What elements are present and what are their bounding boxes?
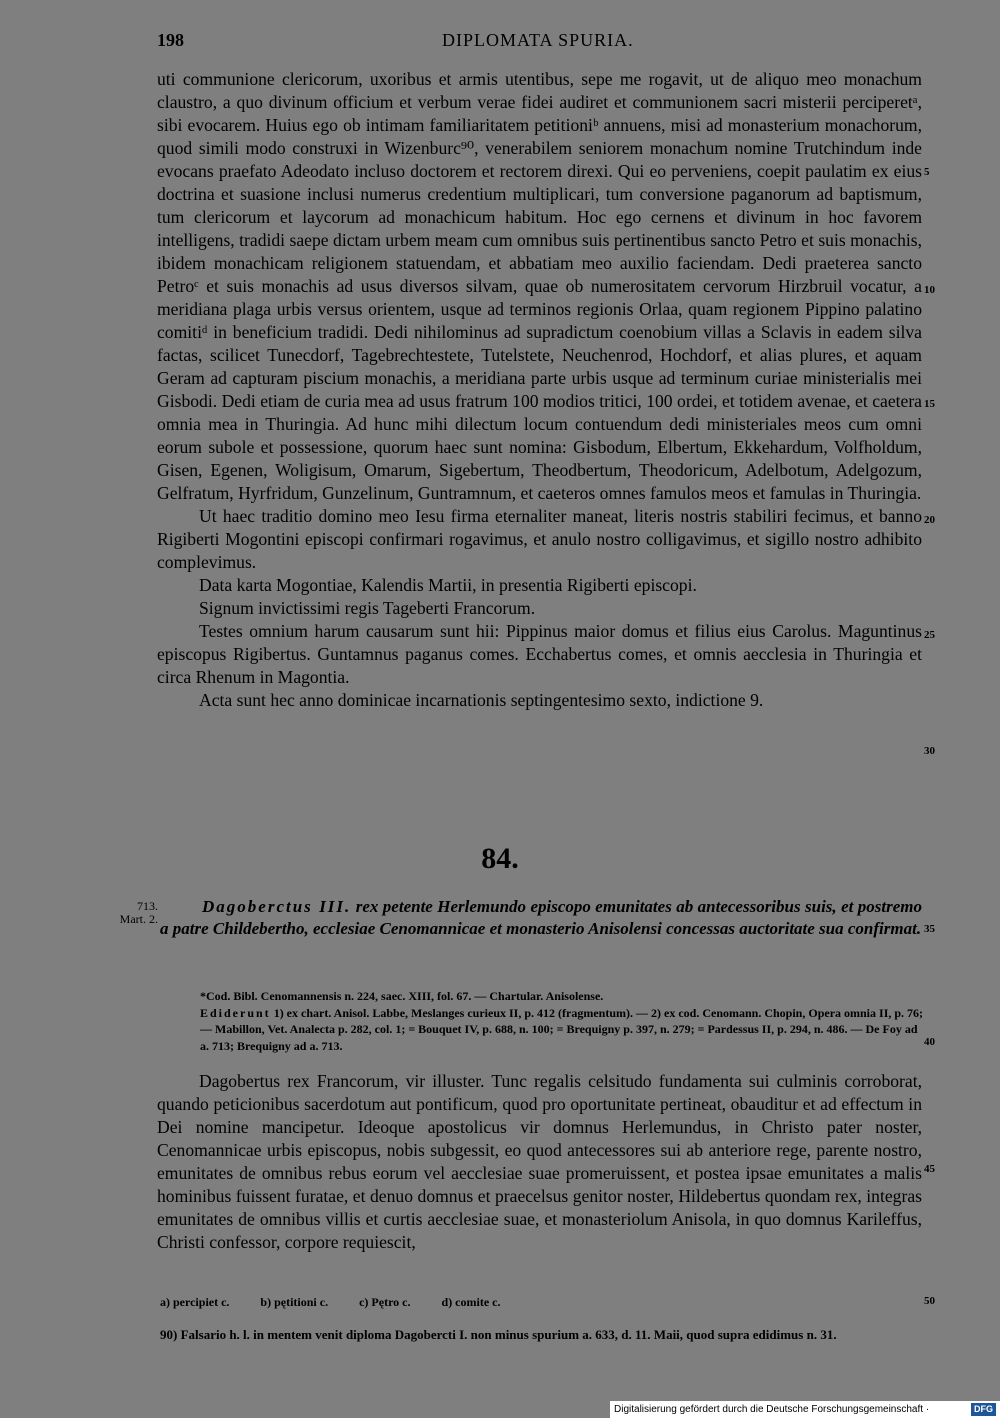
paragraph: Testes omnium harum causarum sunt hii: Pippinus maior domus et filius eius Carolus. Maguntinus episcopus Rigibertus. Guntamnus paganus comes. Ecchabertus comes, et omnis aecclesia in Thuringia et circa Rhenum in Magontia. (157, 621, 922, 687)
line-number: 20 (924, 514, 935, 526)
footnote: a) percipiet c. (160, 1295, 230, 1309)
line-number: 50 (924, 1295, 935, 1307)
paragraph: Ut haec traditio domino meo Iesu firma eternaliter maneat, literis nostris stabiliri fecimus, et banno Rigiberti Mogontini episcopi confirmari rogavimus, et anulo nostro colligavimus, et sigillo nostro adhibito complevimus. (157, 506, 922, 572)
footnote: b) pętitioni c. (260, 1295, 329, 1309)
footnote: d) comite c. (441, 1295, 501, 1309)
footnote: c) Pętro c. (359, 1295, 411, 1309)
margin-day: Mart. 2. (119, 912, 158, 926)
editions-list: 1) ex chart. Anisol. Labbe, Meslanges curieux II, p. 412 (fragmentum). — 2) ex cod. Cenomann. Chopin, Opera omnia II, p. 76; — Mabillon, Vet. Analecta p. 282, col. 1; = Bouquet IV, p. 688, n. 100; = Brequigny p. 397, n. 279; = Pardessus II, p. 294, n. 486. — De Foy ad a. 713; Brequigny ad a. 713. (200, 1005, 924, 1053)
regest-text: rex petente Herlemundo episcopo emunitates ab antecessoribus suis, et postremo a patre Childebertho, ecclesiae Cenomannicae et monasterio Anisolensi concessas auctoritate sua confirmat. (160, 897, 923, 938)
charter-84-text (157, 1070, 922, 1254)
sources-apparatus (200, 988, 924, 1054)
paragraph: Dagobertus rex Francorum, vir illuster. Tunc regalis celsitudo fundamenta sui culminis corroborat, quando peticionibus sacerdotum aut pontificum, quod pro oportunitate pertineat, obauditur et ad effectum in Dei nomine mancipetur. Ideoque apostolicus vir domnus Herlemundus, in Christo pater noster, Cenomannicae urbis episcopus, nobis subgessit, eo quod antecessores sui ab anteriore rege, parente nostro, emunitates de omnibus rebus eorum vel aecclesiae suae promeruissent, et postea ipsae emunitates a malis hominibus fuissent furatae, et denuo domnus et praecelsus genitor noster, Hildebertus quondam rex, integras emunitates de omnibus villis et curtis aecclesiae suae, et monasteriolum Anisola, in quo domnus Karileffus, Christi confessor, corpore requiescit, (157, 1071, 922, 1252)
paragraph: Acta sunt hec anno dominicae incarnationis septingentesimo sexto, indictione 9. (199, 690, 764, 710)
page-number: 198 (157, 30, 184, 50)
paragraph: Signum invictissimi regis Tageberti Francorum. (199, 598, 536, 618)
line-number: 45 (924, 1163, 935, 1175)
ruler-name: Dagoberctus III. (202, 897, 352, 916)
line-number: 10 (924, 284, 935, 296)
margin-date (100, 900, 158, 926)
margin-year: 713. (137, 899, 158, 913)
credit-text: Digitalisierung gefördert durch die Deutsche Forschungsgemeinschaft · (614, 1404, 930, 1415)
regest (160, 896, 922, 940)
footnotes (160, 1295, 950, 1310)
line-number: 15 (924, 398, 935, 410)
line-number: 30 (924, 745, 935, 757)
line-number: 35 (924, 923, 935, 935)
editions-label: Ediderunt (200, 1005, 271, 1020)
digitization-credit (610, 1401, 1000, 1418)
paragraph: Data karta Mogontiae, Kalendis Martii, in presentia Rigiberti episcopi. (199, 575, 697, 595)
line-number: 5 (924, 166, 930, 178)
manuscript-source: *Cod. Bibl. Cenomannensis n. 224, saec. XIII, fol. 67. — Chartular. Anisolense. (200, 989, 604, 1003)
paragraph: uti communione clericorum, uxoribus et armis utentibus, sepe me rogavit, ut de aliquo meo monachum claustro, a quo divinum officium et verbum verae fidei audiret et communionem sacri misterii perciperetᵃ, sibi evocarem. Huius ego ob intimam familiaritatem petitioniᵇ annuens, misi ad monasterium monachorum, quod simili modo construxi in Wizenburc⁹⁰, venerabilem seniorem monachum nomine Trutchindum inde evocans praefato Adeodato incluso doctorem et rectorem direxi. Qui eo perveniens, coepit paulatim ex eius doctrina et suasione inclusi numerus credentium multiplicari, tum conversione paganorum ad baptismum, tum clericorum et laycorum ad monachicum habitum. Hoc ego cernens et divinum in hoc favorem intelligens, tradidi saepe dictam urbem meam cum omnibus suis pertinentibus sancto Petro et suis monachis, ibidem monachicam religionem statuendam, et abbatiam meo auxilio faciendam. Dedi praeterea sancto Petroᶜ et suis monachis ad usus diversos silvam, quae ob numerositatem cervorum Hirzbruil vocatur, a meridiana plaga urbis versus orientem, usque ad terminos regionis Orlaa, quam regionem Pippino palatino comitiᵈ in beneficium tradidi. Dedi nihilominus ad supradictum coenobium villas a Sclavis in eadem silva factas, scilicet Tunecdorf, Tagebrechtestete, Tutelstete, Neuchenrod, Hochdorf, et alias plures, et aquam Geram ad capturam piscium monachis, a meridiana parte urbis usque ad terminum curiae ministerialis mei Gisbodi. Dedi etiam de curia mea ad usus fratrum 100 modios tritici, 100 ordei, et totidem avenae, et caetera omnia mea in Thuringia. Ad hunc mihi dilectum locum contuendum dedi ministeriales meos cum omni eorum subole et possessione, quorum haec sunt nomina: Gisbodum, Elbertum, Ekkehardum, Volfholdum, Gisen, Egenen, Woligisum, Omarum, Sigebertum, Theodbertum, Theodoricum, Adelbotum, Adelgozum, Gelfratum, Hyrfridum, Gunzelinum, Guntramnum, et caeteros omnes famulos meos et famulas in Thuringia. (157, 69, 922, 503)
footnote-90: 90) Falsario h. l. in mentem venit diploma Dagobercti I. non minus spurium a. 633, d. 11. Maii, quod supra edidimus n. 31. (160, 1327, 837, 1342)
page-title: DIPLOMATA SPURIA. (442, 30, 634, 50)
line-number: 25 (924, 629, 935, 641)
line-number: 40 (924, 1036, 935, 1048)
running-head (157, 30, 947, 56)
charter-83-text (157, 68, 922, 712)
document-number: 84. (481, 842, 519, 875)
dfg-logo: DFG (971, 1403, 996, 1416)
